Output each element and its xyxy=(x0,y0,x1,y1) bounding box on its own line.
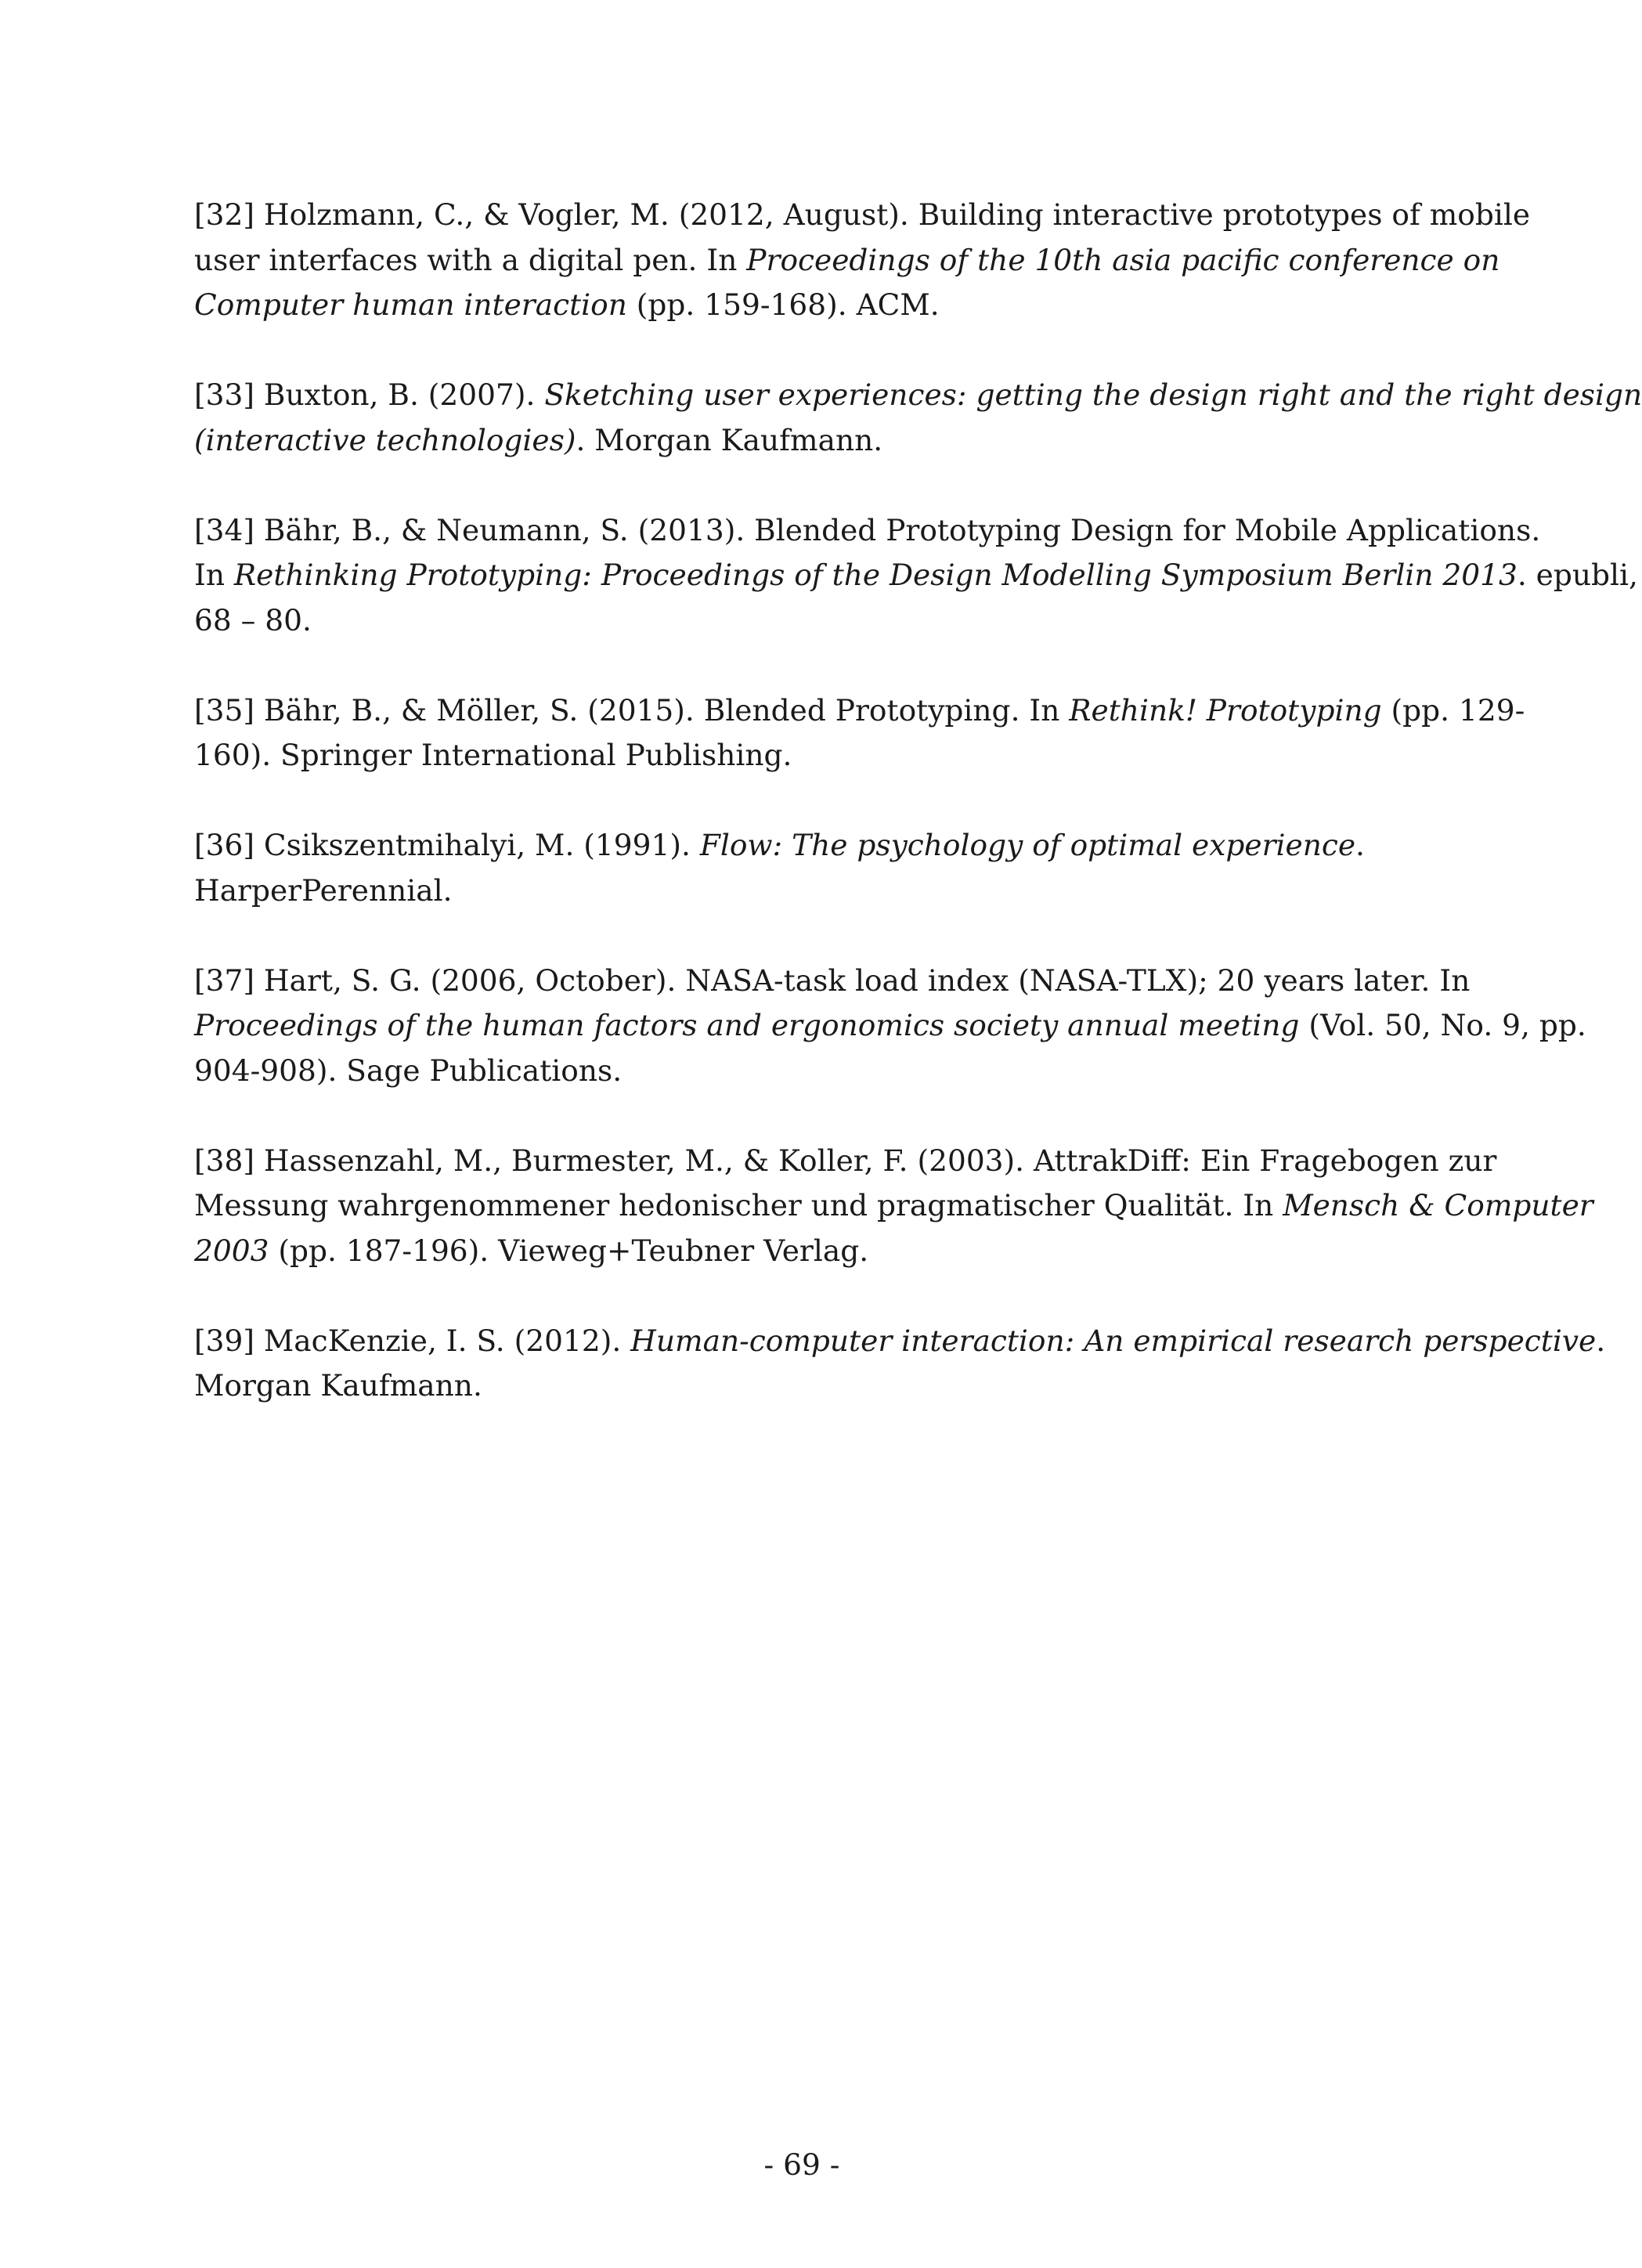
reference-line xyxy=(194,1003,1586,1049)
reference-line xyxy=(194,373,1642,418)
reference-line xyxy=(194,823,1447,869)
reference-line xyxy=(194,1319,1606,1364)
reference-entry-ref-34 xyxy=(194,508,1638,644)
reference-text: [32] Holzmann, C., & Vogler, M. (2012, August). Building interactive prototypes of mobile xyxy=(194,197,1531,232)
reference-text: In xyxy=(194,558,234,592)
reference-text: . xyxy=(1355,828,1365,862)
reference-entry-ref-32 xyxy=(194,193,1531,328)
reference-italic-text: Flow: The psychology of optimal experience xyxy=(699,828,1356,862)
reference-line xyxy=(194,1049,1447,1094)
reference-line xyxy=(194,193,1531,238)
reference-entry-ref-35 xyxy=(194,688,1525,778)
reference-italic-text: Sketching user experiences: getting the design right and the right design xyxy=(544,377,1642,412)
reference-text: 68 – 80. xyxy=(194,602,312,637)
reference-italic-text: Human-computer interaction: An empirical research perspective xyxy=(630,1323,1597,1358)
reference-text: [36] Csikszentmihalyi, M. (1991). xyxy=(194,828,700,862)
reference-text: HarperPerennial. xyxy=(194,872,453,908)
reference-entry-ref-37 xyxy=(194,959,1586,1094)
reference-text: . xyxy=(1596,1323,1606,1358)
reference-italic-text: Mensch & Computer xyxy=(1283,1188,1593,1222)
page-number: - 69 - xyxy=(763,2147,840,2182)
reference-line xyxy=(194,959,1471,1004)
reference-line xyxy=(194,553,1638,598)
reference-line xyxy=(194,508,1541,554)
reference-line xyxy=(194,598,1447,644)
reference-line xyxy=(194,1229,1447,1274)
reference-line xyxy=(194,688,1525,734)
reference-text: Morgan Kaufmann. xyxy=(194,1368,482,1403)
reference-line xyxy=(194,283,1447,328)
reference-text: (pp. 159-168). ACM. xyxy=(626,287,940,322)
reference-line xyxy=(194,418,1447,464)
reference-line xyxy=(194,1183,1593,1229)
reference-list xyxy=(194,193,1642,1454)
reference-italic-text: Proceedings of the 10th asia pacific conference on xyxy=(746,242,1500,277)
reference-text: (Vol. 50, No. 9, pp. xyxy=(1299,1008,1586,1042)
reference-text: 904-908). Sage Publications. xyxy=(194,1053,623,1088)
reference-text: [37] Hart, S. G. (2006, October). NASA-task load index (NASA-TLX); 20 years later. In xyxy=(194,962,1471,998)
reference-text: . epubli, xyxy=(1517,558,1638,592)
reference-text: [34] Bähr, B., & Neumann, S. (2013). Blended Prototyping Design for Mobile Applications. xyxy=(194,512,1541,547)
reference-text: [39] MacKenzie, I. S. (2012). xyxy=(194,1323,631,1358)
reference-text: (pp. 187-196). Vieweg+Teubner Verlag. xyxy=(269,1233,869,1268)
reference-italic-text: Proceedings of the human factors and ergonomics society annual meeting xyxy=(194,1008,1300,1042)
reference-text: (pp. 129- xyxy=(1381,692,1525,728)
reference-italic-text: (interactive technologies) xyxy=(194,422,576,457)
reference-text: [35] Bähr, B., & Möller, S. (2015). Blended Prototyping. In xyxy=(194,692,1070,728)
reference-line xyxy=(194,1139,1497,1184)
reference-text: Messung wahrgenommener hedonischer und pragmatischer Qualität. In xyxy=(194,1188,1283,1222)
reference-text: . Morgan Kaufmann. xyxy=(576,422,883,457)
reference-entry-ref-36 xyxy=(194,823,1447,913)
reference-line xyxy=(194,238,1500,284)
reference-italic-text: Rethinking Prototyping: Proceedings of the Design Modelling Symposium Berlin 2013 xyxy=(233,558,1517,592)
reference-italic-text: 2003 xyxy=(194,1233,269,1268)
reference-text: [38] Hassenzahl, M., Burmester, M., & Koller, F. (2003). AttrakDiff: Ein Fragebogen zur xyxy=(194,1143,1497,1178)
reference-line xyxy=(194,869,1447,914)
reference-text: user interfaces with a digital pen. In xyxy=(194,242,747,277)
reference-text: [33] Buxton, B. (2007). xyxy=(194,377,545,412)
reference-italic-text: Rethink! Prototyping xyxy=(1069,692,1382,728)
reference-entry-ref-33 xyxy=(194,373,1642,463)
reference-text: 160). Springer International Publishing. xyxy=(194,738,792,772)
reference-entry-ref-39 xyxy=(194,1319,1606,1409)
reference-line xyxy=(194,1363,1447,1409)
reference-italic-text: Computer human interaction xyxy=(194,287,627,322)
reference-line xyxy=(194,733,1447,778)
reference-entry-ref-38 xyxy=(194,1139,1593,1274)
